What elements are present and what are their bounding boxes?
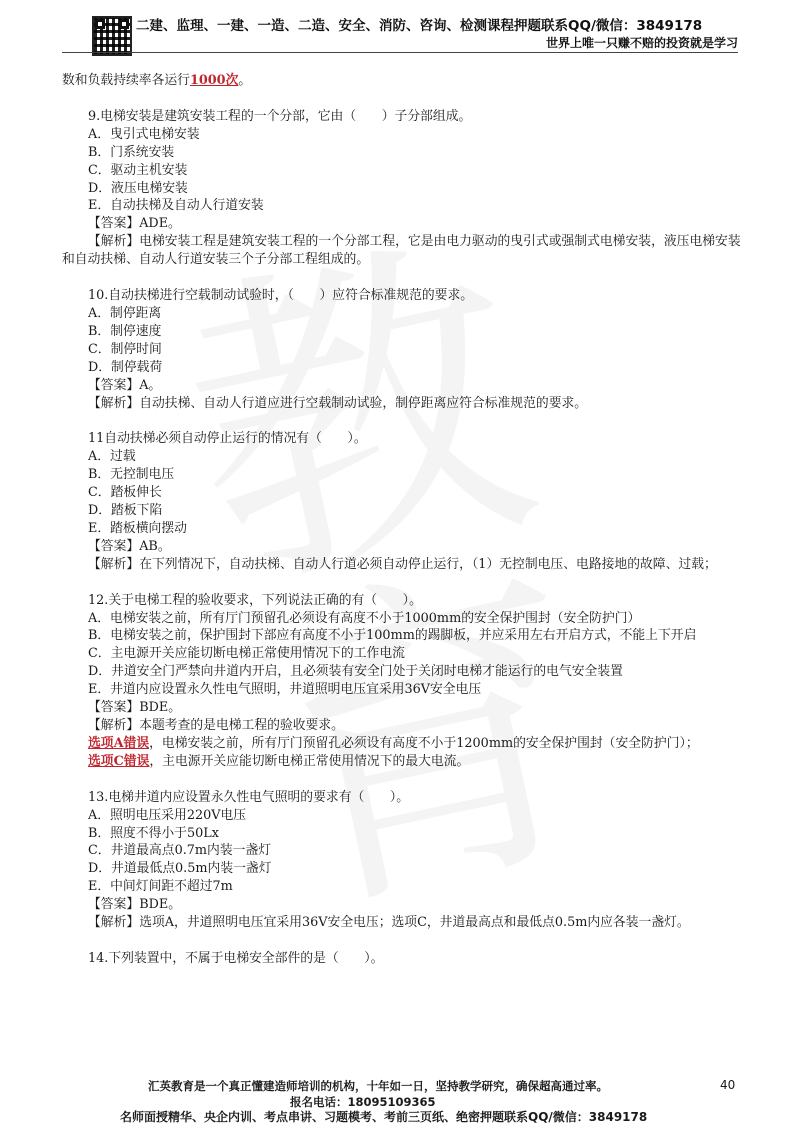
option: A．制停距离	[88, 305, 162, 321]
answer: 【答案】AB。	[88, 538, 171, 554]
footer-phone: 报名电话：18095109365	[290, 1095, 436, 1109]
option: D．井道安全门严禁向井道内开启，且必须装有安全门处于关闭时电梯才能运行的电气安全装置	[88, 664, 623, 680]
page-number: 40	[720, 1078, 736, 1092]
option: B．电梯安装之前，保护围封下部应有高度不小于100mm的踢脚板，并应采用左右开启方式，不能上下开启	[88, 628, 697, 644]
option: E．中间灯间距不超过7m	[88, 879, 233, 895]
option: B．无控制电压	[88, 467, 175, 483]
option: E．井道内应设置永久性电气照明，井道照明电压宜采用36V安全电压	[88, 682, 482, 698]
answer: 【答案】BDE。	[88, 897, 181, 913]
header-contact-line: 二建、监理、一建、一造、二造、安全、消防、咨询、检测课程押题联系QQ/微信：3849178	[136, 18, 703, 34]
footer-contact: 名师面授精华、央企内训、考点串讲、习题模考、考前三页纸、绝密押题联系QQ/微信：3849178	[120, 1110, 648, 1124]
option: D．制停载荷	[88, 359, 163, 375]
option: B．照度不得小于50Lx	[88, 825, 219, 841]
option: A．电梯安装之前，所有厅门预留孔必须设有高度不小于1000mm的安全保护围封（安全防护门）	[88, 610, 641, 626]
analysis: 【解析】电梯安装工程是建筑安装工程的一个分部工程，它是由电力驱动的曳引式或强制式电梯安装，液压电梯安装和自动扶梯、自动人行道安装三个子分部工程组成的。	[62, 234, 741, 268]
question-9	[62, 108, 742, 269]
header-divider	[62, 52, 738, 53]
option: B．制停速度	[88, 323, 162, 339]
note-option-a: 选项A错误，电梯安装之前，所有厅门预留孔必须设有高度不小于1200mm的安全保护围封（安全防护门）；	[88, 735, 699, 751]
intro-line: 数和负载持续率各运行1000次。	[62, 73, 252, 88]
answer: 【答案】BDE。	[88, 700, 181, 716]
option: E．自动扶梯及自动人行道安装	[88, 198, 264, 214]
answer: 【答案】A。	[88, 377, 162, 393]
option: C．踏板伸长	[88, 485, 162, 501]
question-12	[62, 592, 742, 771]
option: A．过载	[88, 449, 136, 465]
answer: 【答案】ADE。	[88, 216, 181, 232]
analysis: 【解析】在下列情况下，自动扶梯、自动人行道必须自动停止运行，（1）无控制电压、电路接地的故障、过载；	[88, 556, 717, 572]
option: E．踏板横向摆动	[88, 520, 187, 536]
option: C．制停时间	[88, 341, 162, 357]
question-stem: 12.关于电梯工程的验收要求，下列说法正确的有（ ）。	[88, 592, 422, 608]
question-stem: 11自动扶梯必须自动停止运行的情况有（ ）。	[88, 431, 367, 447]
question-stem: 13.电梯井道内应设置永久性电气照明的要求有（ ）。	[88, 789, 410, 805]
option: A．照明电压采用220V电压	[88, 807, 247, 823]
document-body	[62, 72, 742, 968]
analysis: 【解析】选项A，井道照明电压宜采用36V安全电压；选项C，井道最高点和最低点0.5m内应各装一盏灯。	[88, 915, 690, 931]
question-10	[62, 287, 742, 412]
question-11	[62, 430, 742, 573]
question-stem: 14.下列装置中，不属于电梯安全部件的是（ ）。	[88, 950, 384, 966]
page-footer	[0, 1074, 800, 1132]
qr-code-icon	[92, 16, 132, 56]
note-option-c: 选项C错误，主电源开关应能切断电梯正常使用情况下的最大电流。	[88, 753, 470, 769]
option: C．主电源开关应能切断电梯正常使用情况下的工作电流	[88, 646, 405, 662]
analysis: 【解析】自动扶梯、自动人行道应进行空载制动试验，制停距离应符合标准规范的要求。	[88, 395, 588, 411]
intro-highlight: 1000次	[189, 73, 239, 88]
option: C．驱动主机安装	[88, 162, 188, 178]
option: D．踏板下陷	[88, 503, 163, 519]
footer-tagline: 汇英教育是一个真正懂建造师培训的机构，十年如一日，坚持教学研究，确保超高通过率。	[148, 1079, 608, 1093]
header-slogan: 世界上唯一只赚不赔的投资就是学习	[545, 36, 738, 50]
option: D．井道最低点0.5m内装一盏灯	[88, 861, 272, 877]
option: A．曳引式电梯安装	[88, 126, 200, 142]
question-stem: 9.电梯安装是建筑安装工程的一个分部，它由（ ）子分部组成。	[88, 108, 472, 124]
question-stem: 10.自动扶梯进行空载制动试验时，（ ）应符合标准规范的要求。	[88, 288, 474, 304]
page-header	[0, 0, 800, 68]
option: B．门系统安装	[88, 144, 175, 160]
question-13	[62, 789, 742, 932]
question-14	[62, 950, 742, 968]
option: C．井道最高点0.7m内装一盏灯	[88, 843, 272, 859]
analysis: 【解析】本题考查的是电梯工程的验收要求。	[88, 718, 344, 733]
option: D．液压电梯安装	[88, 180, 188, 196]
